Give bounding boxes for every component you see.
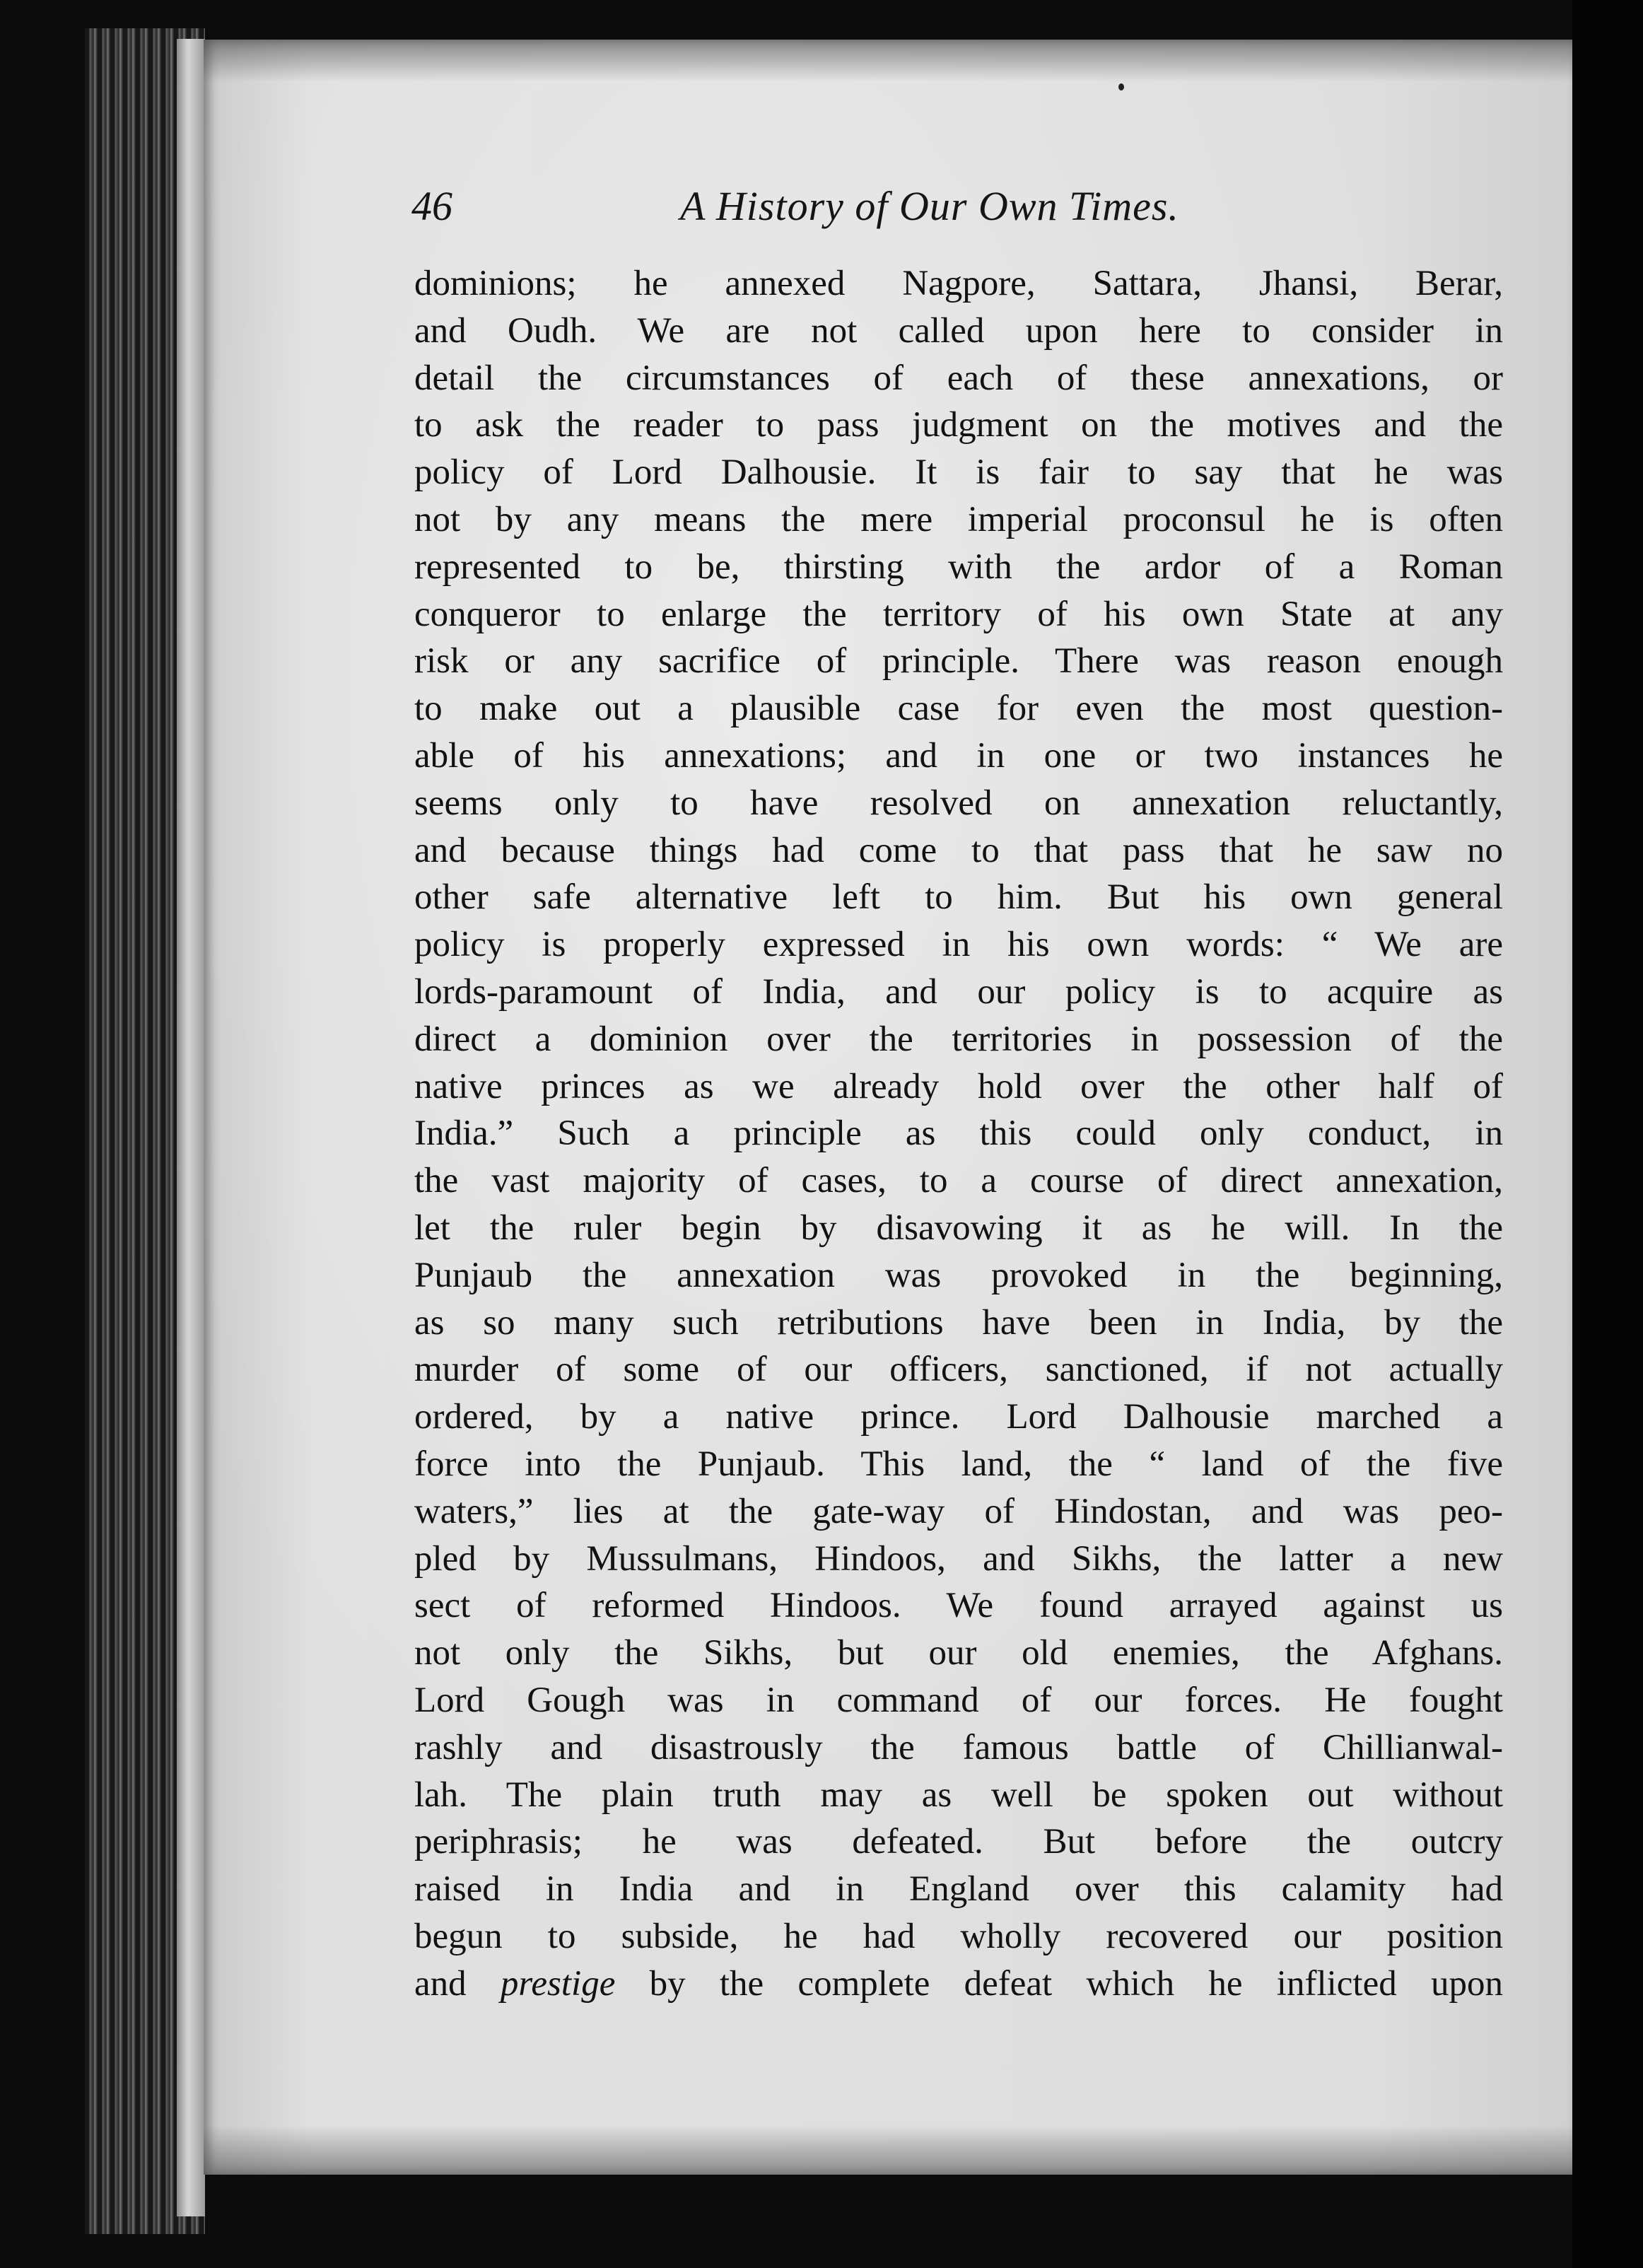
- page-bottom-shadow: [204, 2125, 1572, 2175]
- page-top-shadow: [204, 40, 1572, 82]
- text-line: periphrasis; he was defeated. But before the outcry: [414, 1822, 1503, 1862]
- text-line: India.” Such a principle as this could only conduct, in: [414, 1113, 1503, 1154]
- text-line: murder of some of our officers, sanctioned, if not actually: [414, 1350, 1503, 1390]
- text-line: force into the Punjaub. This land, the “ land of the five: [414, 1444, 1503, 1484]
- text-line: and Oudh. We are not called upon here to consider in: [414, 310, 1503, 351]
- text-line: begun to subside, he had wholly recovered our position: [414, 1916, 1503, 1956]
- text-line: as so many such retributions have been in India, by the: [414, 1302, 1503, 1343]
- text-line: not only the Sikhs, but our old enemies, the Afghans.: [414, 1633, 1503, 1673]
- text-line: direct a dominion over the territories in possession of the: [414, 1019, 1503, 1059]
- text-line: policy is properly expressed in his own words: “ We are: [414, 925, 1503, 965]
- text-line: sect of reformed Hindoos. We found arrayed against us: [414, 1586, 1503, 1626]
- right-gutter: [1572, 0, 1643, 2268]
- text-line: let the ruler begin by disavowing it as he will. In the: [414, 1208, 1503, 1248]
- ink-speck: [1118, 83, 1124, 90]
- page-edge-highlight: [177, 39, 205, 2216]
- text-line: not by any means the mere imperial proconsul he is often: [414, 499, 1503, 539]
- text-line: seems only to have resolved on annexation reluctantly,: [414, 783, 1503, 823]
- text-line: policy of Lord Dalhousie. It is fair to say that he was: [414, 452, 1503, 493]
- text-line: raised in India and in England over this calamity had: [414, 1869, 1503, 1910]
- text-line: to make out a plausible case for even the most question-: [414, 689, 1503, 729]
- running-title: A History of Our Own Times.: [680, 183, 1179, 229]
- text-line-last: [414, 1960, 1503, 2008]
- text-line: risk or any sacrifice of principle. There was reason enough: [414, 641, 1503, 682]
- text-line: and because things had come to that pass that he saw no: [414, 830, 1503, 870]
- text-line: lords-paramount of India, and our policy is to acquire as: [414, 971, 1503, 1012]
- last-line-start: and: [414, 1963, 501, 2004]
- text-line: rashly and disastrously the famous battle of Chillianwal-: [414, 1727, 1503, 1767]
- text-line: the vast majority of cases, to a course of direct annexation,: [414, 1161, 1503, 1201]
- italic-word: prestige: [500, 1963, 616, 2004]
- text-line: detail the circumstances of each of these annexations, or: [414, 358, 1503, 398]
- text-line: Punjaub the annexation was provoked in the beginning,: [414, 1255, 1503, 1295]
- text-line: to ask the reader to pass judgment on the motives and the: [414, 405, 1503, 445]
- text-line: other safe alternative left to him. But his own general: [414, 877, 1503, 918]
- running-head: [411, 182, 1253, 246]
- text-line: Lord Gough was in command of our forces. He fought: [414, 1680, 1503, 1720]
- page-number: 46: [411, 183, 452, 229]
- text-line: lah. The plain truth may as well be spoken out without: [414, 1775, 1503, 1815]
- text-line: represented to be, thirsting with the ardor of a Roman: [414, 546, 1503, 587]
- last-line-end: by the complete defeat which he inflicted upon: [615, 1963, 1503, 2004]
- text-line: able of his annexations; and in one or two instances he: [414, 735, 1503, 776]
- text-line: ordered, by a native prince. Lord Dalhousie marched a: [414, 1397, 1503, 1437]
- text-line: waters,” lies at the gate-way of Hindostan, and was peo-: [414, 1491, 1503, 1531]
- text-line: pled by Mussulmans, Hindoos, and Sikhs, the latter a new: [414, 1538, 1503, 1579]
- text-line: conqueror to enlarge the territory of his own State at any: [414, 594, 1503, 634]
- text-line: native princes as we already hold over the other half of: [414, 1066, 1503, 1106]
- text-line: dominions; he annexed Nagpore, Sattara, Jhansi, Berar,: [414, 264, 1503, 303]
- body-text: [414, 260, 1503, 2007]
